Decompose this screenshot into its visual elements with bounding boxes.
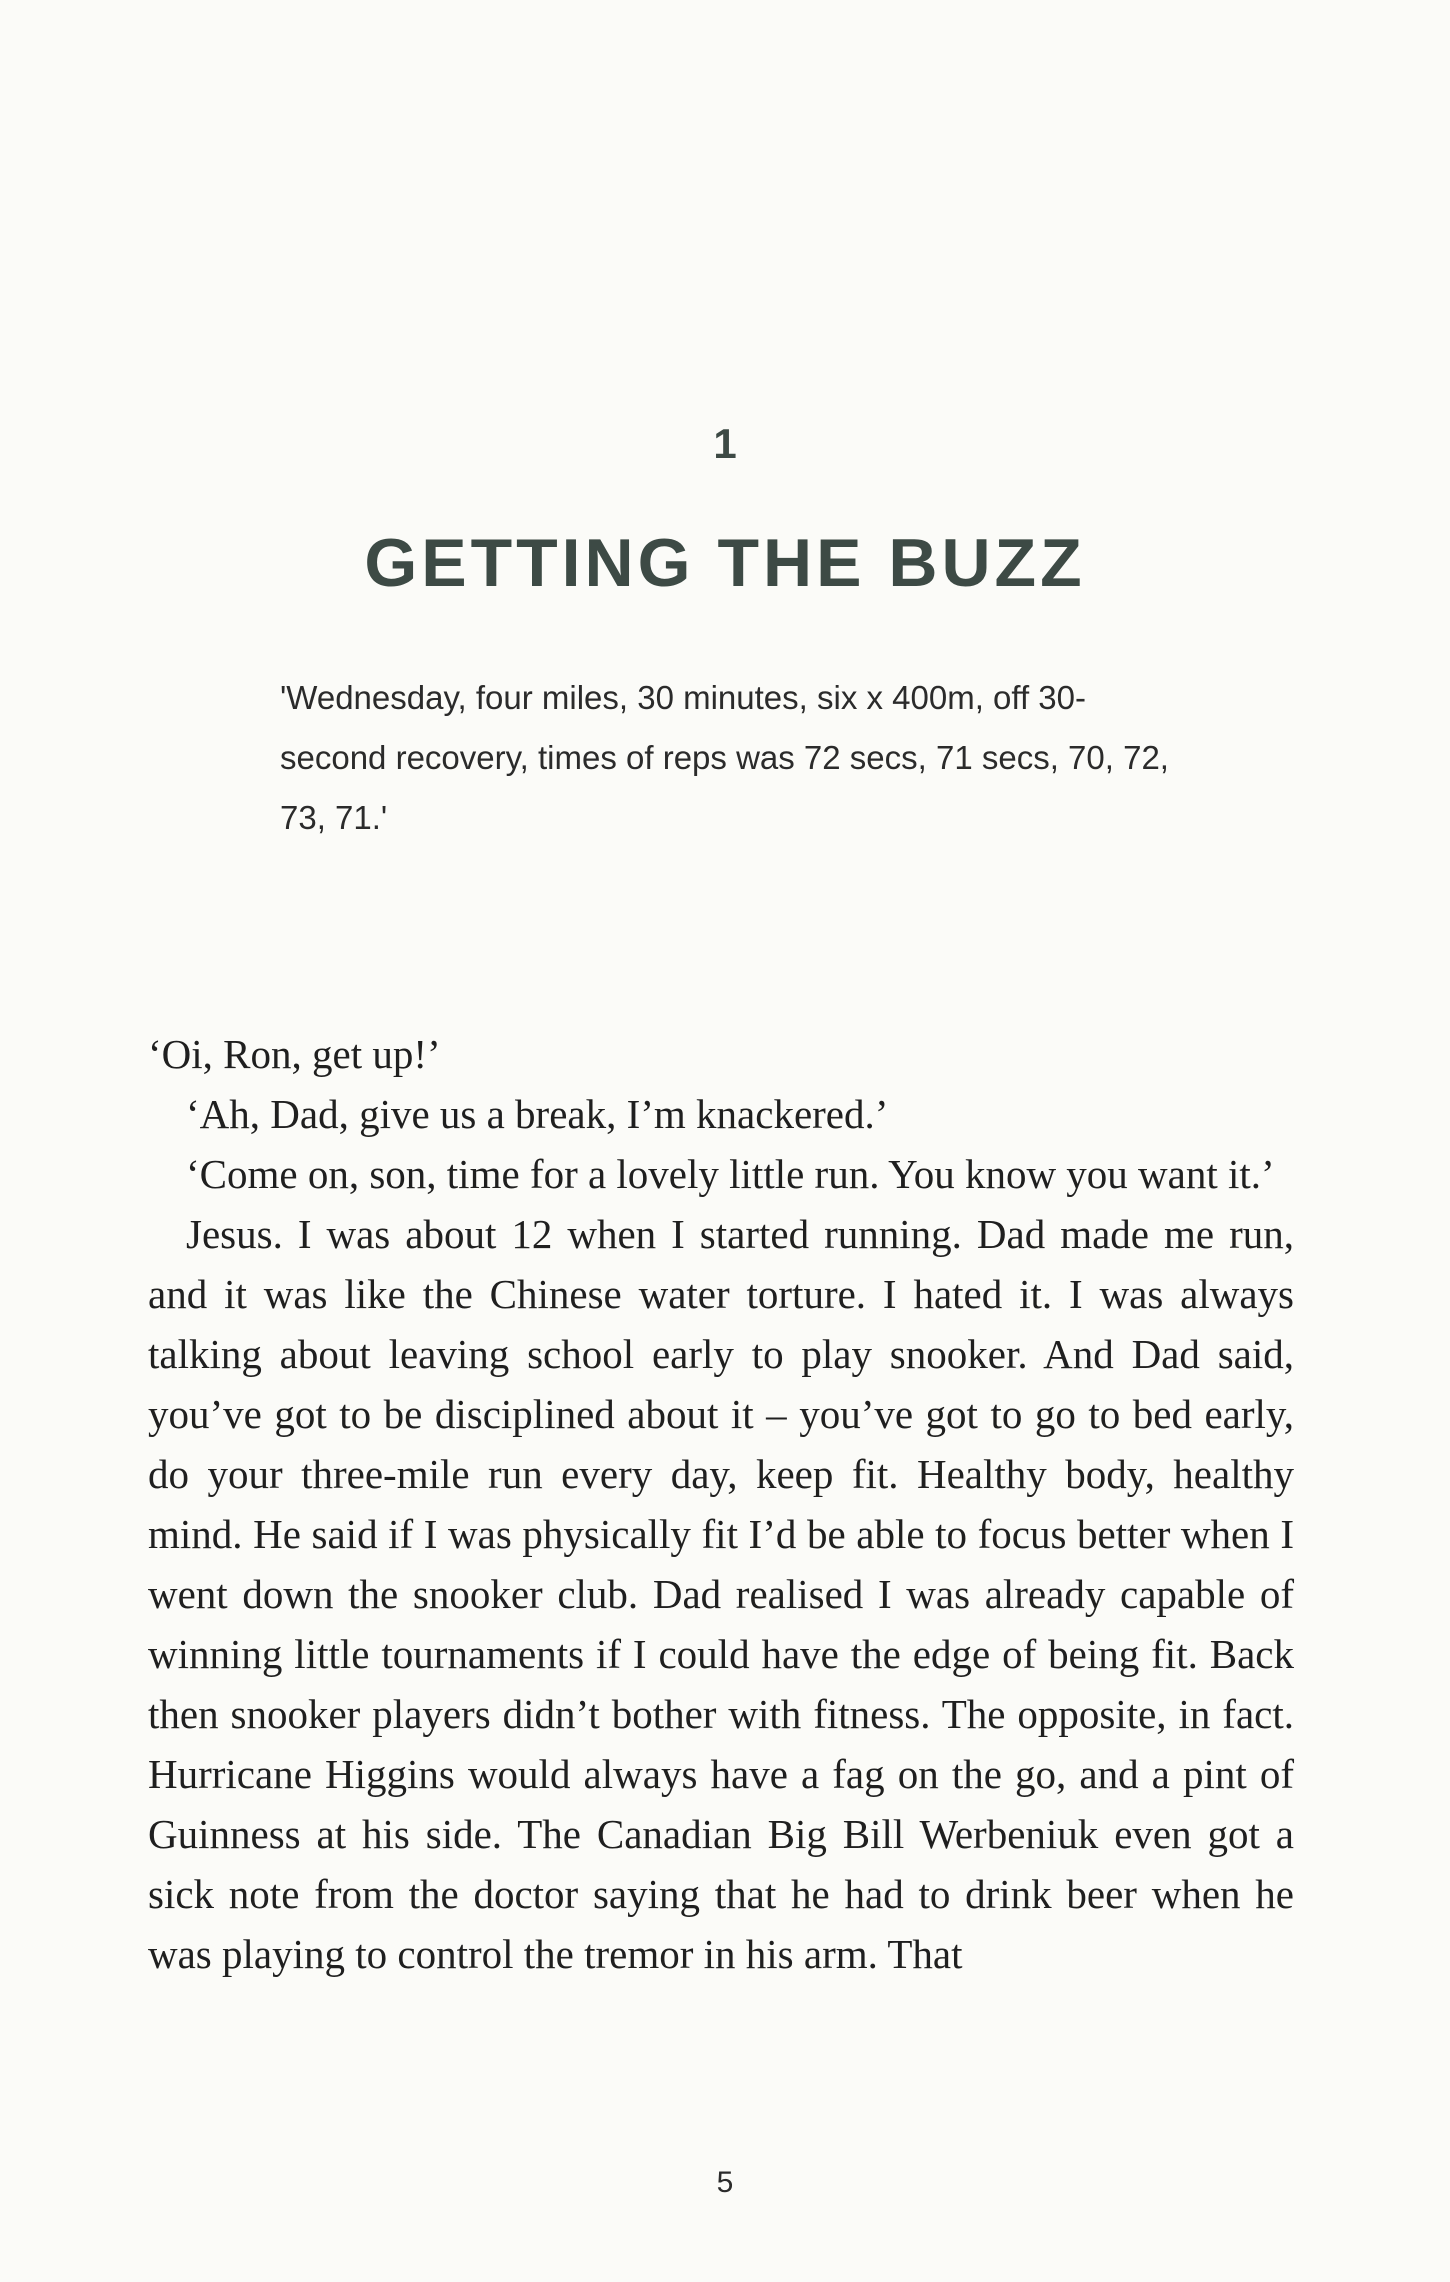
paragraph: ‘Oi, Ron, get up!’ xyxy=(148,1031,441,1077)
body-text xyxy=(148,1024,1294,1984)
paragraph: ‘Ah, Dad, give us a break, I’m knackered.’ xyxy=(186,1091,889,1137)
chapter-title: GETTING THE BUZZ xyxy=(364,525,1086,601)
paragraph: ‘Come on, son, time for a lovely little run. You know you want it.’ xyxy=(186,1151,1275,1197)
chapter-number: 1 xyxy=(713,420,737,467)
page-number: 5 xyxy=(716,2166,734,2199)
epigraph: 'Wednesday, four miles, 30 minutes, six x 400m, off 30-second recovery, times of reps was 72 secs, 71 secs, 70, 72, 73, 71.' xyxy=(280,679,1169,836)
paragraph: Jesus. I was about 12 when I started running. Dad made me run, and it was like the Chinese water torture. I hated it. I was always talking about leaving school early to play snooker. And Dad said, you’ve got to be disciplined about it – you’ve got to go to bed early, do your three-mile run every day, keep fit. Healthy body, healthy mind. He said if I was physically fit I’d be able to focus better when I went down the snooker club. Dad realised I was already capable of winning little tournaments if I could have the edge of being fit. Back then snooker players didn’t bother with fitness. The opposite, in fact. Hurricane Higgins would always have a fag on the go, and a pint of Guinness at his side. The Canadian Big Bill Werbeniuk even got a sick note from the doctor saying that he had to drink beer when he was playing to control the tremor in his arm. That xyxy=(148,1211,1294,1977)
